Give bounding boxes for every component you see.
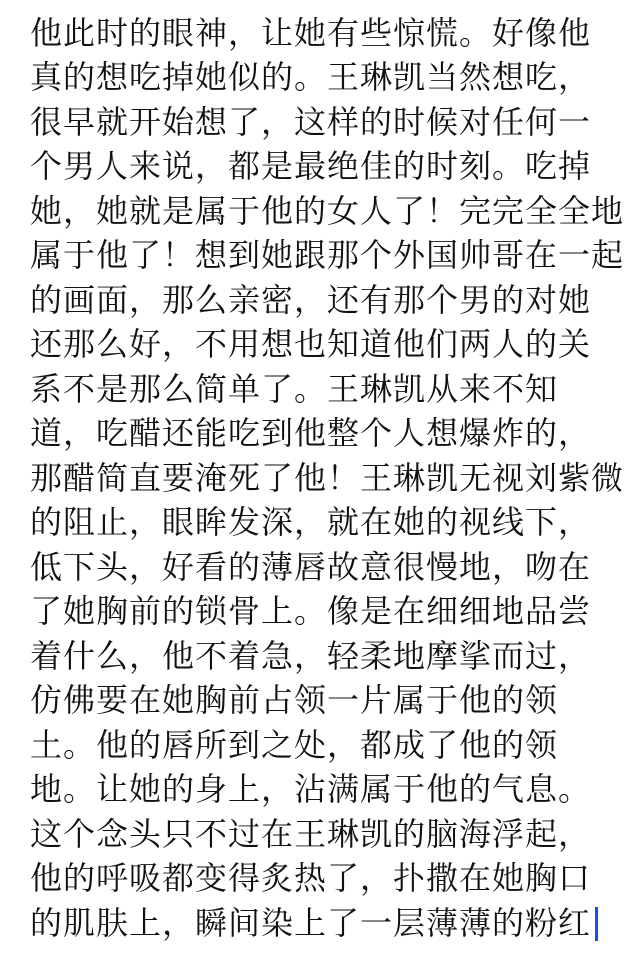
text-line-1 [30, 10, 628, 55]
line-text: 低下头，好看的薄唇故意很慢地，吻在 [30, 547, 592, 586]
line-text: 真的想吃掉她似的。王琳凯当然想吃， [30, 58, 592, 96]
text-line-2 [30, 55, 628, 100]
line-text: 还那么好，不用想也知道他们两人的关 [30, 325, 592, 363]
text-line-10 [30, 411, 628, 456]
line-text: 的肌肤上，瞬间染上了一层薄薄的粉红 [30, 903, 592, 942]
text-line-14 [30, 589, 628, 634]
line-text: 她，她就是属于他的女人了！完完全全地 [30, 191, 625, 230]
text-line-18 [30, 767, 628, 812]
text-line-5 [30, 188, 628, 233]
line-text: 他此时的眼神，让她有些惊慌。好像他 [30, 13, 592, 52]
line-text: 仿佛要在她胸前占领一片属于他的领 [30, 681, 559, 719]
text-line-15 [30, 633, 628, 678]
line-text: 的阻止，眼眸发深，就在她的视线下， [30, 503, 592, 541]
text-line-16 [30, 678, 628, 723]
line-text: 这个念头只不过在王琳凯的脑海浮起， [30, 814, 592, 853]
line-text: 着什么，他不着急，轻柔地摩挲而过， [30, 636, 592, 675]
line-text: 他的呼吸都变得炙热了，扑撒在她胸口 [30, 859, 592, 897]
text-line-7 [30, 277, 628, 322]
line-text: 个男人来说，都是最绝佳的时刻。吃掉 [30, 147, 592, 185]
text-line-8 [30, 322, 628, 367]
text-line-11 [30, 455, 628, 500]
text-line-13 [30, 544, 628, 589]
line-text: 土。他的唇所到之处，都成了他的领 [30, 725, 559, 764]
text-line-6 [30, 233, 628, 278]
text-line-20 [30, 856, 628, 901]
text-line-17 [30, 722, 628, 767]
text-line-21 [30, 900, 628, 945]
text-line-9 [30, 366, 628, 411]
line-text: 系不是那么简单了。王琳凯从来不知 [30, 369, 559, 408]
line-text: 很早就开始想了，这样的时候对任何一 [30, 102, 592, 141]
text-line-3 [30, 99, 628, 144]
text-line-12 [30, 500, 628, 545]
text-cursor [595, 907, 598, 941]
line-text: 属于他了！想到她跟那个外国帅哥在一起 [30, 236, 625, 274]
text-line-19 [30, 811, 628, 856]
line-text: 道，吃醋还能吃到他整个人想爆炸的， [30, 414, 592, 452]
line-text: 地。让她的身上，沾满属于他的气息。 [30, 770, 592, 808]
line-text: 那醋简直要淹死了他！王琳凯无视刘紫微 [30, 458, 625, 497]
text-line-4 [30, 144, 628, 189]
line-text: 的画面，那么亲密，还有那个男的对她 [30, 280, 592, 319]
line-text: 了她胸前的锁骨上。像是在细细地品尝 [30, 592, 592, 630]
